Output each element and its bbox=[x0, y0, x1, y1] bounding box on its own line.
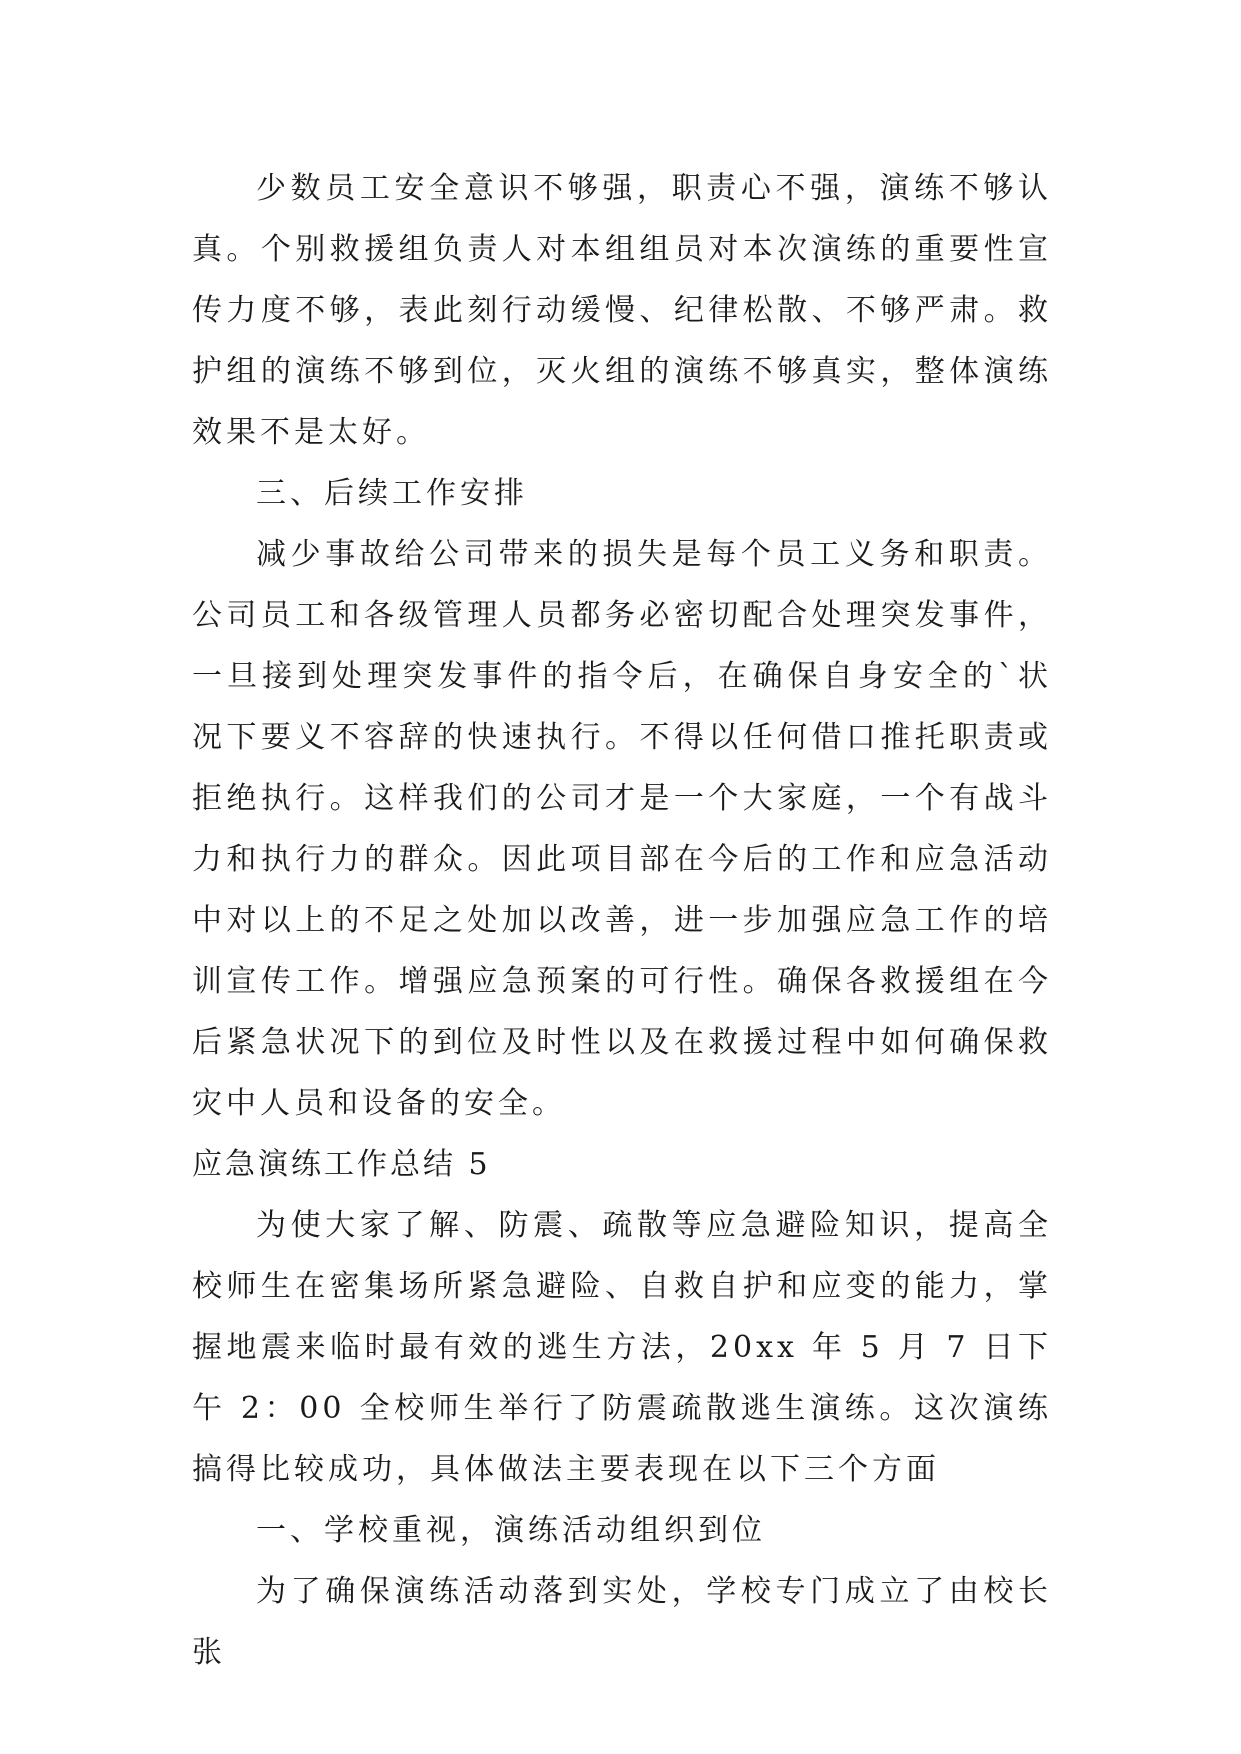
heading-follow-up-arrangements: 三、后续工作安排 bbox=[256, 476, 528, 511]
paragraph-follow-up: 减少事故给公司带来的损失是每个员工义务和职责。公司员工和各级管理人员都务必密切配合处理突发事件，一旦接到处理突发事件的指令后，在确保自身安全的`状况下要义不容辞的快速执行。不得以任何借口推托职责或拒绝执行。这样我们的公司才是一个大家庭，一个有战斗力和执行力的群众。因此项目部在今后的工作和应急活动中对以上的不足之处加以改善，进一步加强应急工作的培训宣传工作。增强应急预案的可行性。确保各救援组在今后紧急状况下的到位及时性以及在救援过程中如何确保救灾中人员和设备的安全。 bbox=[192, 537, 1052, 1121]
paragraph-drill-intro: 为使大家了解、防震、疏散等应急避险知识，提高全校师生在密集场所紧急避险、自救自护和应变的能力，掌握地震来临时最有效的逃生方法，20xx 年 5 月 7 日下午 2：00 全校师生举行了防震疏散逃生演练。这次演练搞得比较成功，具体做法主要表现在以下三个方面 bbox=[192, 1208, 1052, 1487]
section-title-summary-5: 应急演练工作总结 5 bbox=[192, 1147, 491, 1182]
paragraph-organization: 为了确保演练活动落到实处，学校专门成立了由校长张 bbox=[192, 1574, 1052, 1670]
document-body bbox=[192, 158, 1052, 1683]
paragraph-shortcomings: 少数员工安全意识不够强，职责心不强，演练不够认真。个别救援组负责人对本组组员对本次演练的重要性宣传力度不够，表此刻行动缓慢、纪律松散、不够严肃。救护组的演练不够到位，灭火组的演练不够真实，整体演练效果不是太好。 bbox=[192, 171, 1052, 450]
heading-school-emphasis: 一、学校重视，演练活动组织到位 bbox=[256, 1513, 766, 1548]
